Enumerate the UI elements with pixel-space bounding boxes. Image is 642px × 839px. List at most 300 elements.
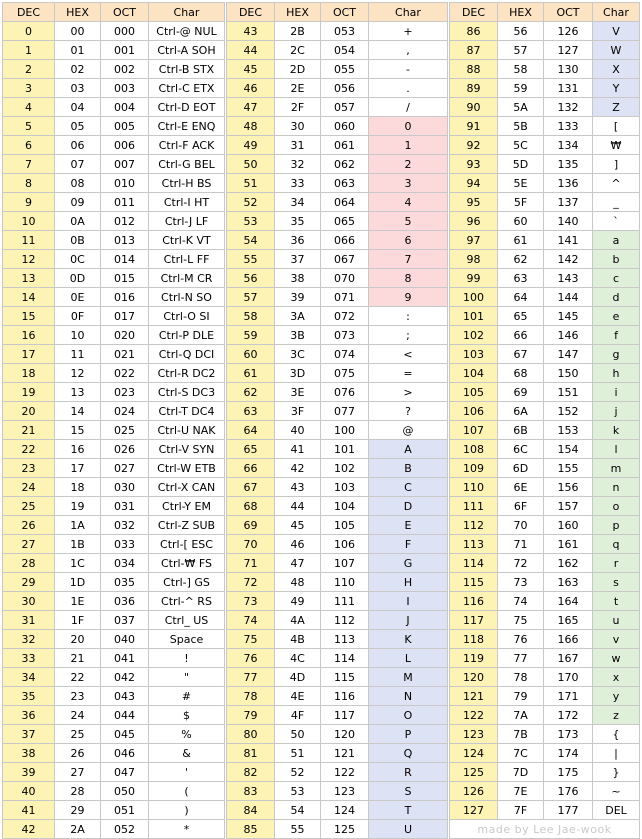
dec-cell: 69 xyxy=(227,516,275,535)
dec-cell: 46 xyxy=(227,79,275,98)
hex-cell: 51 xyxy=(275,744,321,763)
oct-cell: 170 xyxy=(544,668,593,687)
table-row xyxy=(227,801,448,820)
table-row xyxy=(450,744,640,763)
dec-cell: 124 xyxy=(450,744,498,763)
dec-cell: 125 xyxy=(450,763,498,782)
table-row xyxy=(3,687,225,706)
dec-cell: 21 xyxy=(3,421,55,440)
dec-cell: 63 xyxy=(227,402,275,421)
oct-cell: 050 xyxy=(101,782,149,801)
table-row xyxy=(3,611,225,630)
oct-cell: 160 xyxy=(544,516,593,535)
oct-cell: 046 xyxy=(101,744,149,763)
oct-cell: 124 xyxy=(321,801,369,820)
table-row xyxy=(3,212,225,231)
char-cell: Ctrl-G BEL xyxy=(149,155,225,174)
oct-cell: 057 xyxy=(321,98,369,117)
char-cell: Ctrl-S DC3 xyxy=(149,383,225,402)
char-cell: Ctrl-[ ESC xyxy=(149,535,225,554)
table-row xyxy=(227,22,448,41)
table-row xyxy=(3,98,225,117)
table-row xyxy=(3,250,225,269)
table-row xyxy=(450,611,640,630)
char-cell: ^ xyxy=(593,174,640,193)
table-row xyxy=(450,706,640,725)
char-cell: f xyxy=(593,326,640,345)
dec-cell: 107 xyxy=(450,421,498,440)
dec-cell: 22 xyxy=(3,440,55,459)
hex-cell: 4E xyxy=(275,687,321,706)
table-row xyxy=(227,193,448,212)
hex-cell: 47 xyxy=(275,554,321,573)
oct-cell: 065 xyxy=(321,212,369,231)
oct-cell: 053 xyxy=(321,22,369,41)
char-cell: D xyxy=(369,497,448,516)
dec-cell: 67 xyxy=(227,478,275,497)
table-row xyxy=(3,649,225,668)
char-cell: Ctrl-₩ FS xyxy=(149,554,225,573)
oct-cell: 011 xyxy=(101,193,149,212)
table-row xyxy=(450,459,640,478)
oct-cell: 115 xyxy=(321,668,369,687)
hex-cell: 2B xyxy=(275,22,321,41)
hex-cell: 2F xyxy=(275,98,321,117)
hex-cell: 64 xyxy=(498,288,544,307)
oct-cell: 172 xyxy=(544,706,593,725)
oct-cell: 167 xyxy=(544,649,593,668)
char-cell: Ctrl-R DC2 xyxy=(149,364,225,383)
oct-cell: 007 xyxy=(101,155,149,174)
char-cell: Ctrl-] GS xyxy=(149,573,225,592)
table-row xyxy=(3,402,225,421)
dec-cell: 24 xyxy=(3,478,55,497)
oct-cell: 002 xyxy=(101,60,149,79)
table-row xyxy=(3,744,225,763)
dec-cell: 55 xyxy=(227,250,275,269)
char-cell: Ctrl-V SYN xyxy=(149,440,225,459)
table-row xyxy=(450,288,640,307)
oct-cell: 013 xyxy=(101,231,149,250)
hex-cell: 04 xyxy=(55,98,101,117)
oct-cell: 074 xyxy=(321,345,369,364)
table-row xyxy=(3,630,225,649)
hex-cell: 25 xyxy=(55,725,101,744)
oct-cell: 120 xyxy=(321,725,369,744)
dec-cell: 90 xyxy=(450,98,498,117)
dec-cell: 82 xyxy=(227,763,275,782)
hex-cell: 13 xyxy=(55,383,101,402)
hex-cell: 50 xyxy=(275,725,321,744)
char-cell: } xyxy=(593,763,640,782)
dec-cell: 71 xyxy=(227,554,275,573)
hex-cell: 2A xyxy=(55,820,101,839)
char-cell: + xyxy=(369,22,448,41)
hex-cell: 5E xyxy=(498,174,544,193)
oct-cell: 144 xyxy=(544,288,593,307)
dec-cell: 79 xyxy=(227,706,275,725)
oct-cell: 175 xyxy=(544,763,593,782)
hex-cell: 05 xyxy=(55,117,101,136)
oct-cell: 136 xyxy=(544,174,593,193)
header-oct: OCT xyxy=(544,3,593,22)
hex-cell: 1F xyxy=(55,611,101,630)
char-cell: Ctrl-Y EM xyxy=(149,497,225,516)
char-cell: > xyxy=(369,383,448,402)
table-row xyxy=(450,364,640,383)
oct-cell: 030 xyxy=(101,478,149,497)
char-cell: 5 xyxy=(369,212,448,231)
table-row xyxy=(227,41,448,60)
oct-cell: 060 xyxy=(321,117,369,136)
char-cell: Ctrl-H BS xyxy=(149,174,225,193)
table-row xyxy=(450,345,640,364)
hex-cell: 37 xyxy=(275,250,321,269)
hex-cell: 01 xyxy=(55,41,101,60)
table-row xyxy=(227,535,448,554)
table-row xyxy=(450,516,640,535)
char-cell: Ctrl-T DC4 xyxy=(149,402,225,421)
dec-cell: 103 xyxy=(450,345,498,364)
hex-cell: 75 xyxy=(498,611,544,630)
dec-cell: 106 xyxy=(450,402,498,421)
hex-cell: 6B xyxy=(498,421,544,440)
table-row xyxy=(227,326,448,345)
dec-cell: 58 xyxy=(227,307,275,326)
char-cell: N xyxy=(369,687,448,706)
author-credit: made by Lee Jae-wook xyxy=(450,820,640,839)
oct-cell: 133 xyxy=(544,117,593,136)
dec-cell: 5 xyxy=(3,117,55,136)
char-cell: , xyxy=(369,41,448,60)
table-row xyxy=(227,459,448,478)
table-row xyxy=(227,820,448,839)
dec-cell: 44 xyxy=(227,41,275,60)
char-cell: Ctrl-P DLE xyxy=(149,326,225,345)
oct-cell: 165 xyxy=(544,611,593,630)
dec-cell: 89 xyxy=(450,79,498,98)
table-row xyxy=(3,79,225,98)
oct-cell: 110 xyxy=(321,573,369,592)
char-cell: K xyxy=(369,630,448,649)
oct-cell: 145 xyxy=(544,307,593,326)
char-cell: | xyxy=(593,744,640,763)
char-cell: Ctrl-N SO xyxy=(149,288,225,307)
dec-cell: 32 xyxy=(3,630,55,649)
hex-cell: 3F xyxy=(275,402,321,421)
oct-cell: 141 xyxy=(544,231,593,250)
dec-cell: 37 xyxy=(3,725,55,744)
table-row xyxy=(227,706,448,725)
char-cell: ( xyxy=(149,782,225,801)
table-row xyxy=(3,440,225,459)
oct-cell: 055 xyxy=(321,60,369,79)
oct-cell: 117 xyxy=(321,706,369,725)
char-cell: Ctrl-L FF xyxy=(149,250,225,269)
table-row xyxy=(3,535,225,554)
oct-cell: 003 xyxy=(101,79,149,98)
oct-cell: 076 xyxy=(321,383,369,402)
oct-cell: 100 xyxy=(321,421,369,440)
oct-cell: 004 xyxy=(101,98,149,117)
hex-cell: 66 xyxy=(498,326,544,345)
dec-cell: 117 xyxy=(450,611,498,630)
table-row xyxy=(227,478,448,497)
hex-cell: 5C xyxy=(498,136,544,155)
header-dec: DEC xyxy=(3,3,55,22)
dec-cell: 47 xyxy=(227,98,275,117)
table-row xyxy=(450,136,640,155)
table-row xyxy=(3,573,225,592)
hex-cell: 43 xyxy=(275,478,321,497)
dec-cell: 120 xyxy=(450,668,498,687)
dec-cell: 110 xyxy=(450,478,498,497)
dec-cell: 40 xyxy=(3,782,55,801)
hex-cell: 06 xyxy=(55,136,101,155)
oct-cell: 066 xyxy=(321,231,369,250)
dec-cell: 15 xyxy=(3,307,55,326)
hex-cell: 78 xyxy=(498,668,544,687)
dec-cell: 33 xyxy=(3,649,55,668)
char-cell: L xyxy=(369,649,448,668)
oct-cell: 001 xyxy=(101,41,149,60)
char-cell: ' xyxy=(149,763,225,782)
table-row xyxy=(227,269,448,288)
hex-cell: 41 xyxy=(275,440,321,459)
table-row xyxy=(450,155,640,174)
char-cell: Ctrl-D EOT xyxy=(149,98,225,117)
table-row xyxy=(227,79,448,98)
oct-cell: 113 xyxy=(321,630,369,649)
char-cell: 2 xyxy=(369,155,448,174)
dec-cell: 60 xyxy=(227,345,275,364)
table-row xyxy=(450,22,640,41)
header-dec: DEC xyxy=(227,3,275,22)
char-cell: Ctrl-A SOH xyxy=(149,41,225,60)
dec-cell: 113 xyxy=(450,535,498,554)
hex-cell: 08 xyxy=(55,174,101,193)
char-cell: Space xyxy=(149,630,225,649)
oct-cell: 027 xyxy=(101,459,149,478)
oct-cell: 077 xyxy=(321,402,369,421)
oct-cell: 153 xyxy=(544,421,593,440)
hex-cell: 74 xyxy=(498,592,544,611)
dec-cell: 62 xyxy=(227,383,275,402)
char-cell: n xyxy=(593,478,640,497)
oct-cell: 157 xyxy=(544,497,593,516)
oct-cell: 125 xyxy=(321,820,369,839)
table-row xyxy=(450,554,640,573)
char-cell: : xyxy=(369,307,448,326)
dec-cell: 39 xyxy=(3,763,55,782)
hex-cell: 0E xyxy=(55,288,101,307)
dec-cell: 35 xyxy=(3,687,55,706)
dec-cell: 99 xyxy=(450,269,498,288)
header-char: Char xyxy=(369,3,448,22)
table-row xyxy=(450,497,640,516)
ascii-table-1 xyxy=(2,2,225,839)
oct-cell: 016 xyxy=(101,288,149,307)
table-row xyxy=(450,60,640,79)
hex-cell: 19 xyxy=(55,497,101,516)
char-cell: x xyxy=(593,668,640,687)
oct-cell: 103 xyxy=(321,478,369,497)
dec-cell: 42 xyxy=(3,820,55,839)
hex-cell: 56 xyxy=(498,22,544,41)
dec-cell: 14 xyxy=(3,288,55,307)
table-row xyxy=(227,649,448,668)
dec-cell: 93 xyxy=(450,155,498,174)
char-cell: X xyxy=(593,60,640,79)
hex-cell: 54 xyxy=(275,801,321,820)
hex-cell: 38 xyxy=(275,269,321,288)
table-row xyxy=(450,478,640,497)
hex-cell: 62 xyxy=(498,250,544,269)
hex-cell: 0F xyxy=(55,307,101,326)
oct-cell: 015 xyxy=(101,269,149,288)
table-row xyxy=(3,269,225,288)
oct-cell: 156 xyxy=(544,478,593,497)
table-row xyxy=(3,763,225,782)
dec-cell: 118 xyxy=(450,630,498,649)
oct-cell: 102 xyxy=(321,459,369,478)
dec-cell: 4 xyxy=(3,98,55,117)
char-cell: w xyxy=(593,649,640,668)
char-cell: 1 xyxy=(369,136,448,155)
hex-cell: 24 xyxy=(55,706,101,725)
hex-cell: 1B xyxy=(55,535,101,554)
dec-cell: 26 xyxy=(3,516,55,535)
oct-cell: 034 xyxy=(101,554,149,573)
char-cell: j xyxy=(593,402,640,421)
hex-cell: 0B xyxy=(55,231,101,250)
table-row xyxy=(450,402,640,421)
oct-cell: 000 xyxy=(101,22,149,41)
oct-cell: 021 xyxy=(101,345,149,364)
oct-cell: 023 xyxy=(101,383,149,402)
char-cell: Ctrl-U NAK xyxy=(149,421,225,440)
hex-cell: 58 xyxy=(498,60,544,79)
table-row xyxy=(227,117,448,136)
table-row xyxy=(450,782,640,801)
dec-cell: 49 xyxy=(227,136,275,155)
table-row xyxy=(3,41,225,60)
char-cell: Ctrl-C ETX xyxy=(149,79,225,98)
table-row xyxy=(450,630,640,649)
char-cell: Z xyxy=(593,98,640,117)
char-cell: ] xyxy=(593,155,640,174)
hex-cell: 79 xyxy=(498,687,544,706)
oct-cell: 143 xyxy=(544,269,593,288)
oct-cell: 151 xyxy=(544,383,593,402)
oct-cell: 155 xyxy=(544,459,593,478)
hex-cell: 31 xyxy=(275,136,321,155)
hex-cell: 0A xyxy=(55,212,101,231)
char-cell: # xyxy=(149,687,225,706)
table-row xyxy=(3,22,225,41)
table-row xyxy=(227,98,448,117)
dec-cell: 45 xyxy=(227,60,275,79)
oct-cell: 154 xyxy=(544,440,593,459)
char-cell: A xyxy=(369,440,448,459)
table-row xyxy=(450,383,640,402)
dec-cell: 23 xyxy=(3,459,55,478)
dec-cell: 78 xyxy=(227,687,275,706)
char-cell: 7 xyxy=(369,250,448,269)
oct-cell: 031 xyxy=(101,497,149,516)
hex-cell: 61 xyxy=(498,231,544,250)
char-cell: Ctrl-B STX xyxy=(149,60,225,79)
dec-cell: 12 xyxy=(3,250,55,269)
table-row xyxy=(450,763,640,782)
char-cell: c xyxy=(593,269,640,288)
hex-cell: 3C xyxy=(275,345,321,364)
table-row xyxy=(227,383,448,402)
table-row xyxy=(3,820,225,839)
table-row xyxy=(450,117,640,136)
char-cell: 0 xyxy=(369,117,448,136)
table-row xyxy=(3,782,225,801)
table-row xyxy=(227,668,448,687)
dec-cell: 30 xyxy=(3,592,55,611)
char-cell: U xyxy=(369,820,448,839)
hex-cell: 4B xyxy=(275,630,321,649)
table-row xyxy=(3,459,225,478)
dec-cell: 50 xyxy=(227,155,275,174)
table-row xyxy=(227,516,448,535)
oct-cell: 037 xyxy=(101,611,149,630)
oct-cell: 121 xyxy=(321,744,369,763)
hex-cell: 4F xyxy=(275,706,321,725)
table-row xyxy=(227,573,448,592)
dec-cell: 74 xyxy=(227,611,275,630)
char-cell: Ctrl-M CR xyxy=(149,269,225,288)
dec-cell: 36 xyxy=(3,706,55,725)
char-cell: Ctrl-E ENQ xyxy=(149,117,225,136)
oct-cell: 070 xyxy=(321,269,369,288)
oct-cell: 177 xyxy=(544,801,593,820)
oct-cell: 035 xyxy=(101,573,149,592)
char-cell: Ctrl-J LF xyxy=(149,212,225,231)
char-cell: p xyxy=(593,516,640,535)
char-cell: O xyxy=(369,706,448,725)
oct-cell: 075 xyxy=(321,364,369,383)
char-cell: $ xyxy=(149,706,225,725)
oct-cell: 017 xyxy=(101,307,149,326)
dec-cell: 92 xyxy=(450,136,498,155)
char-cell: ? xyxy=(369,402,448,421)
dec-cell: 97 xyxy=(450,231,498,250)
hex-cell: 29 xyxy=(55,801,101,820)
table-row xyxy=(227,763,448,782)
char-cell: k xyxy=(593,421,640,440)
oct-cell: 063 xyxy=(321,174,369,193)
dec-cell: 98 xyxy=(450,250,498,269)
hex-cell: 2D xyxy=(275,60,321,79)
char-cell: ; xyxy=(369,326,448,345)
oct-cell: 171 xyxy=(544,687,593,706)
oct-cell: 032 xyxy=(101,516,149,535)
char-cell: M xyxy=(369,668,448,687)
oct-cell: 024 xyxy=(101,402,149,421)
oct-cell: 161 xyxy=(544,535,593,554)
char-cell: b xyxy=(593,250,640,269)
char-cell: t xyxy=(593,592,640,611)
dec-cell: 119 xyxy=(450,649,498,668)
table-row xyxy=(227,592,448,611)
hex-cell: 42 xyxy=(275,459,321,478)
table-row xyxy=(450,801,640,820)
